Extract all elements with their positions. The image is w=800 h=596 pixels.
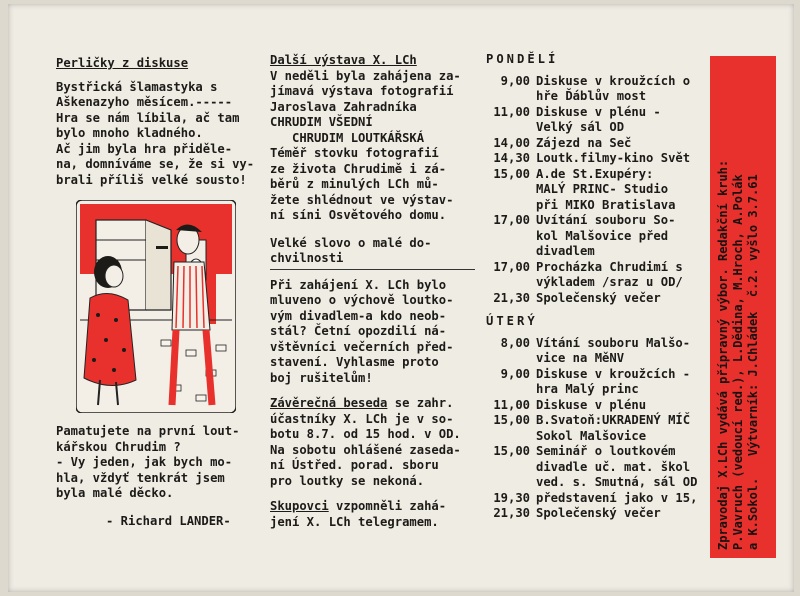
schedule-row: [486, 136, 716, 152]
schedule-row: [486, 413, 716, 429]
schedule-time: 11,00: [493, 104, 530, 119]
schedule-event: Uvítání souboru So-: [536, 213, 676, 227]
schedule-row: [486, 151, 716, 167]
text-line: běrů z minulých LCh mů-: [270, 177, 439, 191]
schedule-row: [486, 120, 716, 136]
schedule-event: při MIKO Bratislava: [536, 197, 676, 212]
schedule-event: Společenský večer: [536, 290, 661, 305]
column-schedule: [486, 52, 716, 522]
schedule-row: [486, 74, 716, 90]
text-line: účastníky X. LCh je v so-: [270, 411, 454, 426]
credits-line: Zpravodaj X.LCh vydává přípravný výbor. Redakční kruh:: [716, 159, 730, 550]
text-line: boj rušitelům!: [270, 370, 373, 385]
text-line: byla malé děcko.: [56, 486, 174, 500]
credits-line: P.Vavruch (vedoucí red.), L.Dědina, M.Hroch, A.Polák: [731, 174, 745, 550]
schedule-time: 17,00: [493, 259, 530, 274]
schedule-time: 8,00: [500, 335, 530, 350]
credits-line: a K.Sokol. Výtvarník: J.Chládek č.2. vyšlo 3.7.61: [746, 174, 760, 550]
text-line: vštěvníci večerních před-: [270, 339, 454, 354]
schedule-row: [486, 506, 716, 522]
schedule-row: [486, 336, 716, 352]
text-line: chvilnosti: [270, 251, 344, 265]
text-line: jímavá výstava fotografií: [270, 84, 454, 98]
schedule-row: [486, 367, 716, 383]
text-line: Hra se nám líbila, ač tam: [56, 110, 240, 125]
text-line: Aškenazyho měsícem.-----: [56, 95, 233, 109]
text-line: botu 8.7. od 15 hod. v OD.: [270, 427, 461, 441]
schedule-event: Seminář o loutkovém: [536, 444, 676, 458]
schedule-event: Diskuse v plénu -: [536, 104, 661, 119]
schedule-time: 19,30: [493, 490, 530, 505]
schedule-time: 17,00: [493, 213, 530, 227]
schedule-tuesday: [486, 336, 716, 522]
text-line: Téměř stovku fotografií: [270, 146, 439, 160]
schedule-event: Diskuse v kroužcích -: [536, 366, 691, 381]
schedule-row: [486, 460, 716, 476]
schedule-time: 15,00: [493, 413, 530, 427]
schedule-row: [486, 198, 716, 214]
schedule-event: Diskuse v plénu: [536, 397, 647, 412]
schedule-event: Vítání souboru Malšo-: [536, 335, 691, 350]
schedule-row: [486, 275, 716, 291]
schedule-event: kol Malšovice před: [536, 228, 669, 243]
schedule-row: [486, 398, 716, 414]
heading-vystava: Další výstava X. LCh: [270, 53, 417, 67]
text-line: Jaroslava Zahradníka: [270, 99, 417, 114]
schedule-row: [486, 351, 716, 367]
text-line: se zahr.: [387, 396, 454, 410]
text-line: Při zahájení X. LCh bylo: [270, 277, 447, 292]
schedule-event: A.de St.Exupéry:: [536, 166, 654, 181]
heading-perlicky: Perličky z diskuse: [56, 56, 189, 70]
text-line: Ač jim byla hra přiděle-: [56, 141, 233, 156]
text-line: ní síni Osvětového domu.: [270, 208, 447, 222]
text-line: vým divadlem-a kdo neob-: [270, 308, 447, 323]
schedule-event: Loutk.filmy-kino Svět: [536, 151, 691, 165]
schedule-row: [486, 182, 716, 198]
schedule-event: divadle uč. mat. škol: [536, 459, 691, 474]
schedule-event: Procházka Chrudimí s: [536, 259, 683, 274]
schedule-event: hra Malý princ: [536, 382, 639, 396]
schedule-row: [486, 167, 716, 183]
schedule-time: 14,00: [493, 135, 530, 150]
schedule-row: [486, 382, 716, 398]
schedule-row: [486, 244, 716, 260]
heading-beseda: Závěrečná beseda: [270, 396, 388, 410]
schedule-row: [486, 475, 716, 491]
schedule-event: MALÝ PRINC- Studio: [536, 182, 669, 196]
text-line: vzpomněli zahá-: [328, 499, 447, 513]
schedule-event: vice na MěNV: [536, 351, 625, 365]
schedule-row: [486, 491, 716, 507]
text-line: V neděli byla zahájena za-: [270, 68, 461, 83]
text-line: CHRUDIM VŠEDNÍ: [270, 115, 373, 129]
schedule-event: hře Ďáblův most: [536, 89, 647, 103]
schedule-event: ved. s. Smutná, sál OD: [536, 475, 698, 489]
text-line: na, domníváme se, že si vy-: [56, 157, 255, 171]
schedule-time: 9,00: [500, 366, 530, 381]
schedule-event: Sokol Malšovice: [536, 428, 647, 443]
schedule-monday: [486, 74, 716, 307]
text-line: hla, vždyť tenkrát jsem: [56, 470, 225, 485]
text-line: pro loutky se nekoná.: [270, 473, 425, 488]
text-line: Pamatujete na první lout-: [56, 424, 240, 438]
text-line: Na sobotu ohlášené zaseda-: [270, 442, 461, 457]
text-line: - Vy jeden, jak bych mo-: [56, 455, 233, 469]
day-heading-tuesday: ÚTERÝ: [486, 314, 538, 328]
text-line: mluveno o výchově loutko-: [270, 293, 454, 307]
schedule-row: [486, 291, 716, 307]
column-left: [56, 56, 261, 188]
text-line: ní Ústřed. porad. sboru: [270, 458, 439, 472]
editorial-credits: [710, 56, 776, 558]
schedule-event: B.Svatoň:UKRADENÝ MÍČ: [536, 413, 691, 427]
text-line: žete shlédnout ve výstav-: [270, 192, 454, 207]
text-line: stavení. Vyhlasme proto: [270, 355, 439, 369]
column-middle: [270, 53, 480, 530]
schedule-row: [486, 444, 716, 460]
schedule-time: 15,00: [493, 444, 530, 458]
newsletter-page: [8, 4, 794, 592]
schedule-row: [486, 105, 716, 121]
schedule-time: 21,30: [493, 506, 530, 520]
heading-skupovci: Skupovci: [270, 499, 329, 513]
text-line: brali příliš velké sousto!: [56, 172, 247, 187]
text-line: CHRUDIM LOUTKÁŘSKÁ: [270, 130, 425, 145]
schedule-event: výkladem /sraz u OD/: [536, 275, 683, 289]
text-line: jení X. LCh telegramem.: [270, 514, 439, 529]
schedule-row: [486, 229, 716, 245]
text-line: bylo mnoho kladného.: [56, 126, 203, 140]
column-left-bottom: [56, 424, 261, 529]
schedule-row: [486, 429, 716, 445]
schedule-row: [486, 213, 716, 229]
day-heading-monday: PONDĚLÍ: [486, 52, 559, 66]
schedule-event: Velký sál OD: [536, 120, 625, 134]
divider: [270, 267, 475, 270]
text-line: Velké slovo o malé do-: [270, 235, 432, 250]
schedule-time: 11,00: [493, 397, 530, 412]
text-line: Bystřická šlamastyka s: [56, 79, 218, 94]
schedule-row: [486, 89, 716, 105]
schedule-event: představení jako v 15,: [536, 490, 698, 505]
text-line: kářskou Chrudim ?: [56, 439, 181, 454]
schedule-row: [486, 260, 716, 276]
schedule-time: 15,00: [493, 166, 530, 181]
schedule-event: Společenský večer: [536, 506, 661, 520]
schedule-event: Diskuse v kroužcích o: [536, 73, 691, 88]
schedule-event: Zájezd na Seč: [536, 135, 632, 150]
schedule-event: divadlem: [536, 244, 595, 258]
cartoon-illustration: [76, 200, 236, 413]
schedule-time: 14,30: [493, 151, 530, 165]
text-line: stál? Četní opozdilí ná-: [270, 324, 447, 338]
schedule-time: 21,30: [493, 290, 530, 305]
schedule-time: 9,00: [500, 73, 530, 88]
text-line: ze života Chrudimě i zá-: [270, 161, 447, 176]
signature: - Richard LANDER-: [106, 513, 231, 528]
